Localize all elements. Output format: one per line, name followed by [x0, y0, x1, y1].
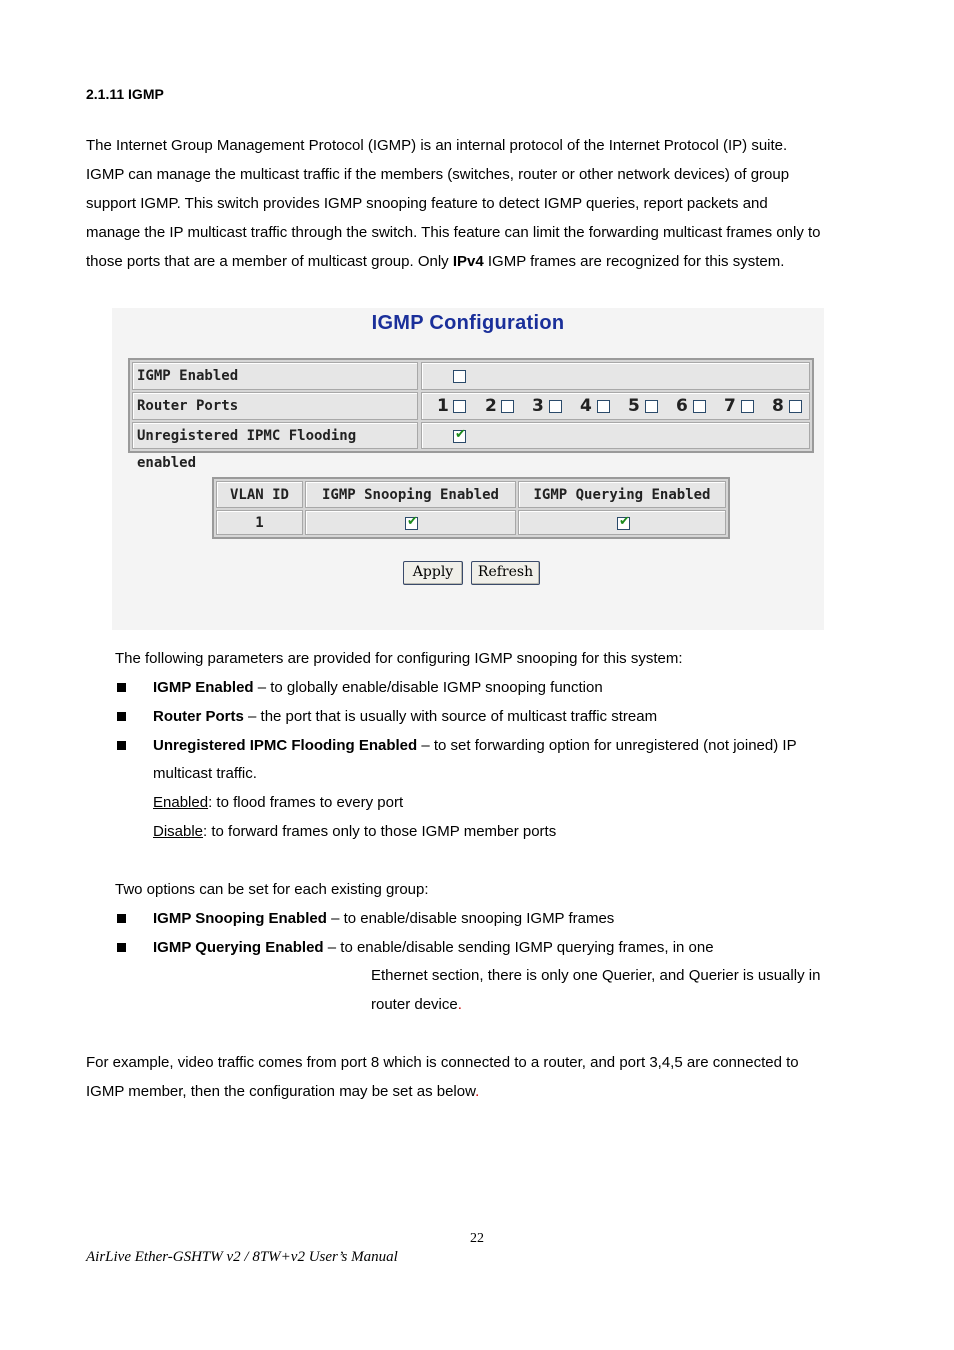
option-term: IGMP Querying Enabled — [153, 939, 324, 956]
igmp-enabled-checkbox[interactable] — [453, 370, 466, 383]
router-port-checkbox[interactable] — [549, 400, 562, 413]
igmp-enabled-cell — [421, 362, 810, 390]
router-port-checkbox[interactable] — [501, 400, 514, 413]
unregistered-ipmc-flooding-checkbox[interactable] — [453, 427, 466, 443]
section-heading: 2.1.11 IGMP — [86, 86, 164, 102]
router-port-checkbox[interactable] — [453, 400, 466, 413]
param-term: IGMP Enabled — [153, 679, 254, 696]
intro-line: IGMP can manage the multicast traffic if the members (switches, router or other network devices) of group — [86, 166, 790, 183]
example-line: For example, video traffic comes from port 8 which is connected to a router, and port 3,4,5 are connected to — [86, 1054, 799, 1071]
param-item — [153, 673, 603, 702]
bullet-icon — [117, 683, 126, 692]
param-desc: – to set forwarding option for unregistered (not joined) IP — [417, 737, 797, 754]
intro-text: IGMP frames are recognized for this system. — [483, 253, 785, 270]
option-item — [153, 904, 614, 933]
bullet-icon — [117, 914, 126, 923]
option-item — [153, 933, 714, 962]
option-term: IGMP Snooping Enabled — [153, 910, 327, 927]
router-port-checkbox[interactable] — [597, 400, 610, 413]
params-intro: The following parameters are provided for configuring IGMP snooping for this system: — [115, 650, 683, 667]
disable-term: Disable — [153, 823, 204, 840]
enabled-term: Enabled — [153, 794, 209, 811]
router-port-number: 5 — [628, 396, 640, 416]
options-intro: Two options can be set for each existing group: — [115, 881, 429, 898]
intro-line: support IGMP. This switch provides IGMP snooping feature to detect IGMP queries, report packets and — [86, 195, 768, 212]
enabled-desc: : to flood frames to every port — [208, 794, 404, 811]
option-desc-period: . — [457, 996, 462, 1013]
router-port-number: 4 — [580, 396, 592, 416]
checkmark-icon: ✔ — [407, 514, 418, 529]
router-port-number: 3 — [532, 396, 544, 416]
param-item — [153, 702, 657, 731]
example-line — [86, 1077, 479, 1106]
router-ports-cell — [421, 392, 810, 420]
router-port-checkbox[interactable] — [645, 400, 658, 413]
intro-line: The Internet Group Management Protocol (IGMP) is an internal protocol of the Internet Protocol (IP) suite. — [86, 137, 788, 154]
router-ports-label: Router Ports — [132, 392, 418, 420]
option-desc: – to enable/disable snooping IGMP frames — [326, 910, 615, 927]
vlan-id-value: 1 — [216, 510, 303, 535]
disable-option — [153, 817, 556, 846]
footer-manual-title: AirLive Ether-GSHTW v2 / 8TW+v2 User’s Manual — [86, 1249, 398, 1265]
param-desc-cont: multicast traffic. — [153, 765, 257, 782]
snooping-cell — [305, 510, 516, 535]
param-desc: – to globally enable/disable IGMP snooping function — [253, 679, 603, 696]
example-text: IGMP member, then the configuration may be set as below — [86, 1083, 476, 1100]
bullet-icon — [117, 712, 126, 721]
igmp-config-screenshot — [112, 308, 824, 630]
igmp-settings-table — [128, 358, 814, 471]
router-port-number: 6 — [676, 396, 688, 416]
checkmark-icon: ✔ — [455, 427, 466, 442]
snooping-enabled-checkbox[interactable] — [405, 514, 418, 530]
example-period: . — [475, 1083, 480, 1100]
unregistered-ipmc-flooding-cell — [421, 422, 810, 449]
intro-line — [86, 247, 865, 276]
querying-cell — [518, 510, 726, 535]
querying-enabled-checkbox[interactable] — [617, 514, 630, 530]
vlan-id-header: VLAN ID — [216, 481, 303, 508]
igmp-querying-enabled-header: IGMP Querying Enabled — [518, 481, 726, 508]
router-port-number: 8 — [772, 396, 784, 416]
igmp-config-title: IGMP Configuration — [371, 312, 565, 334]
enabled-option — [153, 788, 403, 817]
checkmark-icon: ✔ — [619, 514, 630, 529]
router-port-number: 7 — [724, 396, 736, 416]
option-desc-cont — [371, 990, 462, 1019]
option-desc-cont: Ethernet section, there is only one Querier, and Querier is usually in — [371, 967, 821, 984]
unregistered-ipmc-flooding-label: Unregistered IPMC Flooding enabled — [132, 422, 418, 449]
bullet-icon — [117, 741, 126, 750]
igmp-snooping-enabled-header: IGMP Snooping Enabled — [305, 481, 516, 508]
intro-text: those ports that are a member of multicast group. Only — [86, 253, 453, 270]
param-item — [153, 731, 797, 760]
router-port-checkbox[interactable] — [693, 400, 706, 413]
option-desc: – to enable/disable sending IGMP querying frames, in one — [323, 939, 714, 956]
router-port-number: 2 — [485, 396, 497, 416]
router-port-checkbox[interactable] — [789, 400, 802, 413]
param-term: Unregistered IPMC Flooding Enabled — [153, 737, 418, 754]
apply-button[interactable]: Apply — [403, 561, 463, 585]
param-term: Router Ports — [153, 708, 244, 725]
intro-paragraph — [86, 131, 865, 276]
param-desc: – the port that is usually with source of multicast traffic stream — [243, 708, 658, 725]
refresh-button[interactable]: Refresh — [471, 561, 540, 585]
intro-line: manage the IP multicast traffic through the switch. This feature can limit the forwarding multicast frames only to — [86, 224, 821, 241]
disable-desc: : to forward frames only to those IGMP member ports — [203, 823, 557, 840]
page-number: 22 — [470, 1231, 484, 1246]
bullet-icon — [117, 943, 126, 952]
igmp-enabled-label: IGMP Enabled — [132, 362, 418, 390]
vlan-table — [212, 477, 730, 539]
router-port-number: 1 — [437, 396, 449, 416]
router-port-checkbox[interactable] — [741, 400, 754, 413]
ipv4-bold: IPv4 — [452, 253, 484, 270]
option-desc-text: router device — [371, 996, 458, 1013]
